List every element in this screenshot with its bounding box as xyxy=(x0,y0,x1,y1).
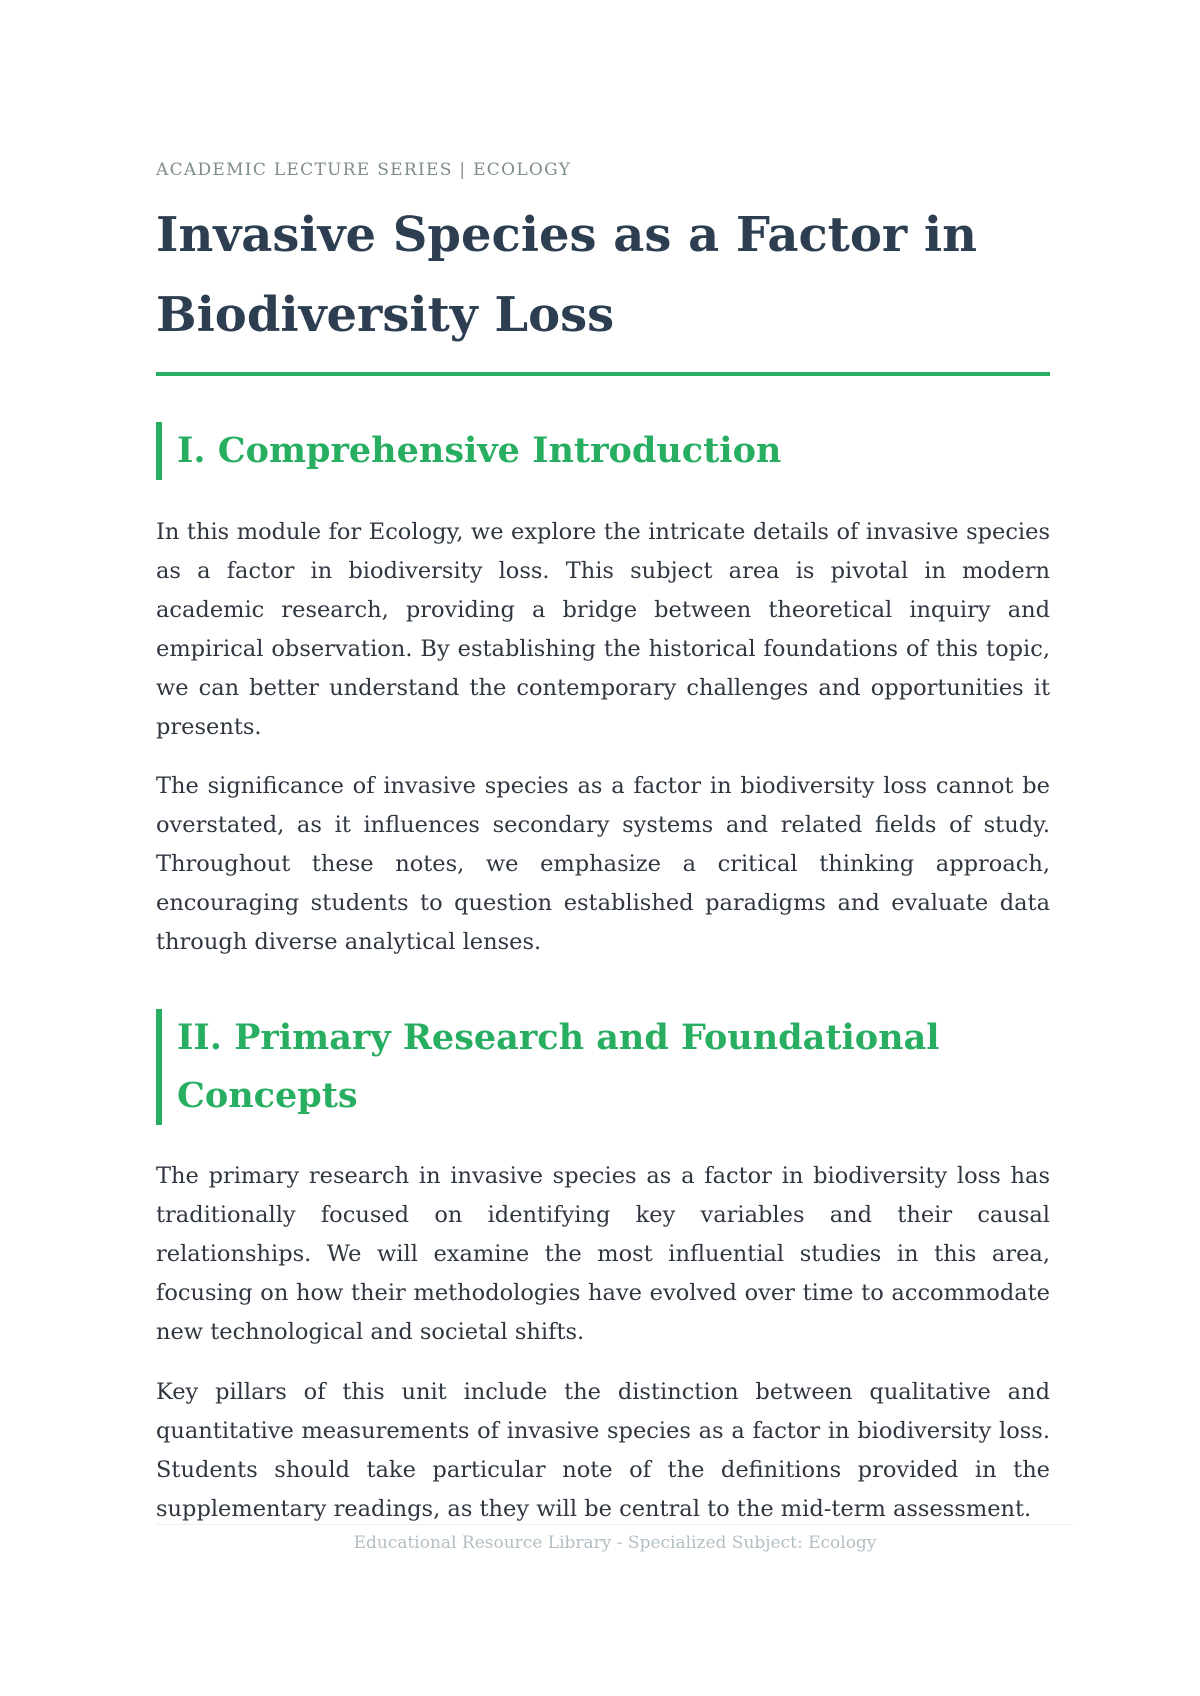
page-title: Invasive Species as a Factor in Biodiversity Loss xyxy=(156,207,977,343)
document-page xyxy=(156,0,1050,1696)
title-divider xyxy=(156,372,1050,376)
series-label: ACADEMIC LECTURE SERIES | ECOLOGY xyxy=(156,160,572,180)
paragraph: Key pillars of this unit include the distinction between qualitative and quantitative measurements of invasive species as a factor in biodiversity loss. Students should take particular note of the definitions provided in the supplementary readings, as they will be central to the mid-term assessment. xyxy=(156,1379,1050,1522)
section-heading-introduction: I. Comprehensive Introduction xyxy=(156,422,1050,480)
section-heading-primary-research: II. Primary Research and Foundational Concepts xyxy=(156,1009,1050,1125)
footer-divider xyxy=(156,1524,1074,1525)
page-footer: Educational Resource Library - Specialized Subject: Ecology xyxy=(353,1533,877,1553)
paragraph: The primary research in invasive species as a factor in biodiversity loss has traditionally focused on identifying key variables and their causal relationships. We will examine the most influential studies in this area, focusing on how their methodologies have evolved over time to accommodate new technological and societal shifts. xyxy=(156,1163,1050,1345)
paragraph: In this module for Ecology, we explore the intricate details of invasive species as a factor in biodiversity loss. This subject area is pivotal in modern academic research, providing a bridge between theoretical inquiry and empirical observation. By establishing the historical foundations of this topic, we can better understand the contemporary challenges and opportunities it presents. xyxy=(156,519,1050,740)
paragraph: The significance of invasive species as a factor in biodiversity loss cannot be overstated, as it influences secondary systems and related fields of study. Throughout these notes, we emphasize a critical thinking approach, encouraging students to question established paradigms and evaluate data through diverse analytical lenses. xyxy=(156,773,1050,955)
